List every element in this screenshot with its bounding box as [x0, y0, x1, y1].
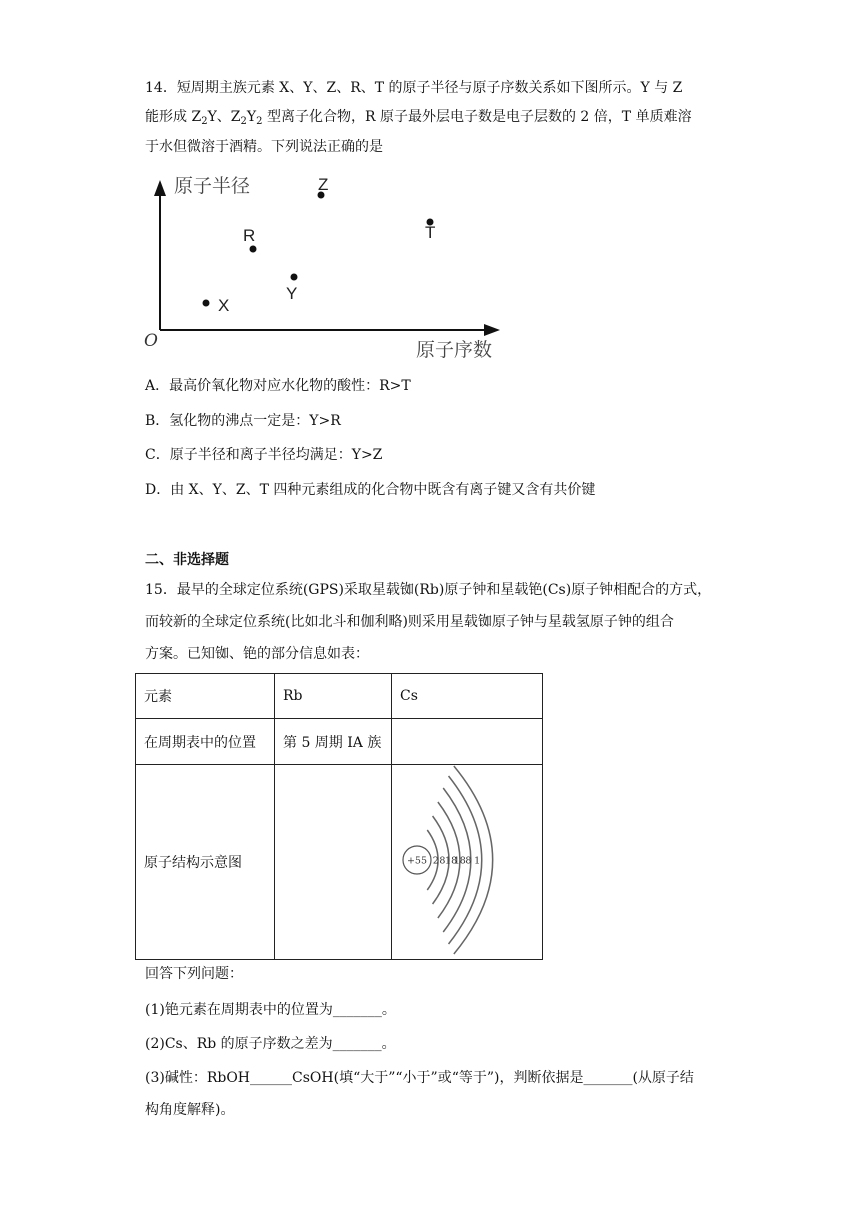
q14-option-c[interactable]: C．原子半径和离子半径均满足：Y>Z — [145, 447, 383, 463]
point-label-y: Y — [286, 284, 298, 303]
q14-option-b[interactable]: B．氢化物的沸点一定是：Y>R — [145, 413, 341, 429]
y-axis-arrow — [154, 180, 166, 196]
table-cell: 元素 — [136, 674, 275, 719]
point-y — [291, 274, 298, 281]
shell-electron-count: 2 — [432, 855, 439, 867]
table-row — [136, 765, 543, 960]
q15-prompt: 回答下列问题： — [145, 966, 243, 982]
q15-sub2: (2)Cs、Rb 的原子序数之差为_______。 — [145, 1036, 396, 1052]
shell-electron-count: 18 — [453, 855, 466, 867]
q15-sub3-line1: (3)碱性：RbOH______CsOH(填“大于”“小于”或“等于”)，判断依据是_______(从原子结 — [145, 1070, 694, 1086]
table-cell — [275, 765, 392, 960]
q15-sub1: (1)铯元素在周期表中的位置为_______。 — [145, 1002, 396, 1018]
nucleus-charge: +55 — [406, 855, 428, 867]
point-label-z: Z — [318, 175, 329, 194]
cs-atomic-structure-diagram — [392, 765, 542, 955]
q14-option-d[interactable]: D．由 X、Y、Z、T 四种元素组成的化合物中既含有离子键又含有共价键 — [145, 482, 596, 498]
table-cell: Rb — [275, 674, 392, 719]
q14-option-a[interactable]: A．最高价氧化物对应水化物的酸性：R>T — [145, 378, 411, 394]
q15-stem-line2: 而较新的全球定位系统(比如北斗和伽利略)则采用星载铷原子钟与星载氢原子钟的组合 — [145, 614, 674, 630]
shell-electron-count: 1 — [474, 855, 481, 867]
x-axis-arrow — [484, 324, 500, 336]
point-x — [203, 300, 210, 307]
shell-electron-count: 18 — [445, 855, 458, 867]
q15-stem-line1: 15．最早的全球定位系统(GPS)采取星载铷(Rb)原子钟和星载铯(Cs)原子钟相配合的方式， — [145, 582, 712, 598]
q15-sub3-line2: 构角度解释)。 — [145, 1102, 235, 1118]
q15-stem-line3: 方案。已知铷、铯的部分信息如表： — [145, 646, 369, 662]
origin-label: O — [144, 331, 158, 351]
point-r — [250, 246, 257, 253]
section-title: 二、非选择题 — [145, 552, 229, 568]
table-cell: 第 5 周期 IA 族 — [275, 719, 392, 765]
point-label-r: R — [243, 226, 256, 245]
table-cell — [392, 719, 543, 765]
y-axis-label: 原子半径 — [174, 176, 251, 197]
q14-stem-line1: 14．短周期主族元素 X、Y、Z、R、T 的原子半径与原子序数关系如下图所示。Y 与 Z — [145, 80, 683, 96]
table-row — [136, 719, 543, 765]
q14-stem-line3: 于水但微溶于酒精。下列说法正确的是 — [145, 139, 383, 155]
table-cell — [392, 765, 543, 960]
table-cell: Cs — [392, 674, 543, 719]
table-cell: 原子结构示意图 — [136, 765, 275, 960]
radius-vs-atomic-number-figure — [138, 170, 518, 365]
table-row — [136, 674, 543, 719]
shell-electron-count: 8 — [439, 855, 446, 867]
shell-electron-count: 8 — [465, 855, 472, 867]
point-label-t: T — [425, 223, 436, 242]
electron-shells — [427, 766, 492, 954]
q14-stem-line2: 能形成 $Z_2Y$、$Z_2Y_2$ 型离子化合物，R 原子最外层电子数是电子层数的 2 倍，T 单质难溶 — [145, 109, 692, 127]
x-axis-label: 原子序数 — [416, 340, 493, 361]
point-label-x: X — [218, 296, 230, 315]
element-info-table — [135, 673, 543, 960]
table-cell: 在周期表中的位置 — [136, 719, 275, 765]
